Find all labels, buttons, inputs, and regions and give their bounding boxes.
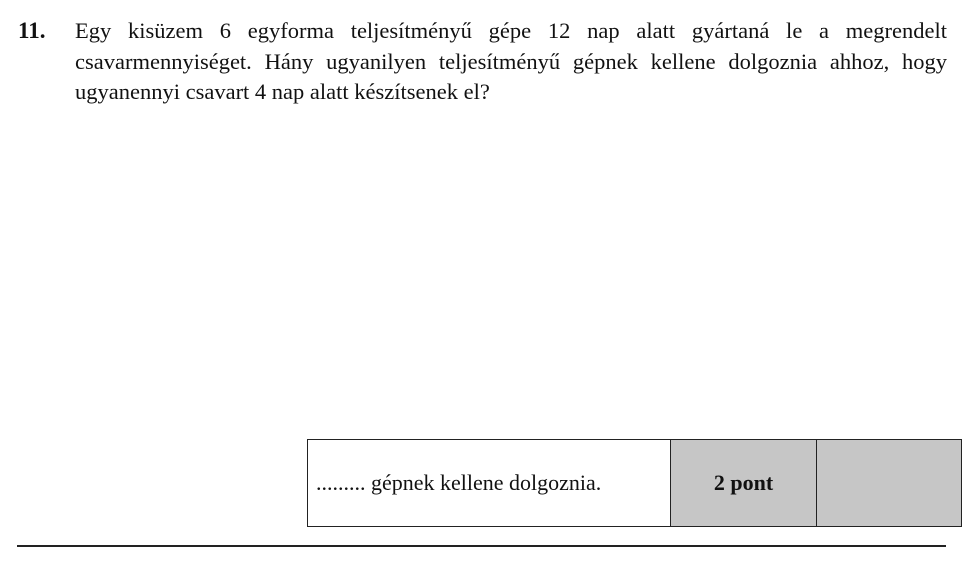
answer-row xyxy=(308,440,962,527)
points-cell: 2 pont xyxy=(671,440,817,527)
problem-number: 11. xyxy=(18,18,46,43)
answer-cell xyxy=(308,440,671,527)
answer-blank[interactable]: ......... xyxy=(316,470,366,495)
answer-table xyxy=(307,439,962,527)
bottom-divider xyxy=(17,545,946,547)
problem-text: Egy kisüzem 6 egyforma teljesítményű gépe 12 nap alatt gyártaná le a megrendelt csavarmennyiséget. Hány ugyanilyen teljesítményű gépnek kellene dolgoznia ahhoz, hogy ugyanennyi csavart 4 nap alatt készítsenek el? xyxy=(75,18,947,104)
score-cell[interactable] xyxy=(817,440,962,527)
answer-text: gépnek kellene dolgoznia. xyxy=(365,470,602,495)
